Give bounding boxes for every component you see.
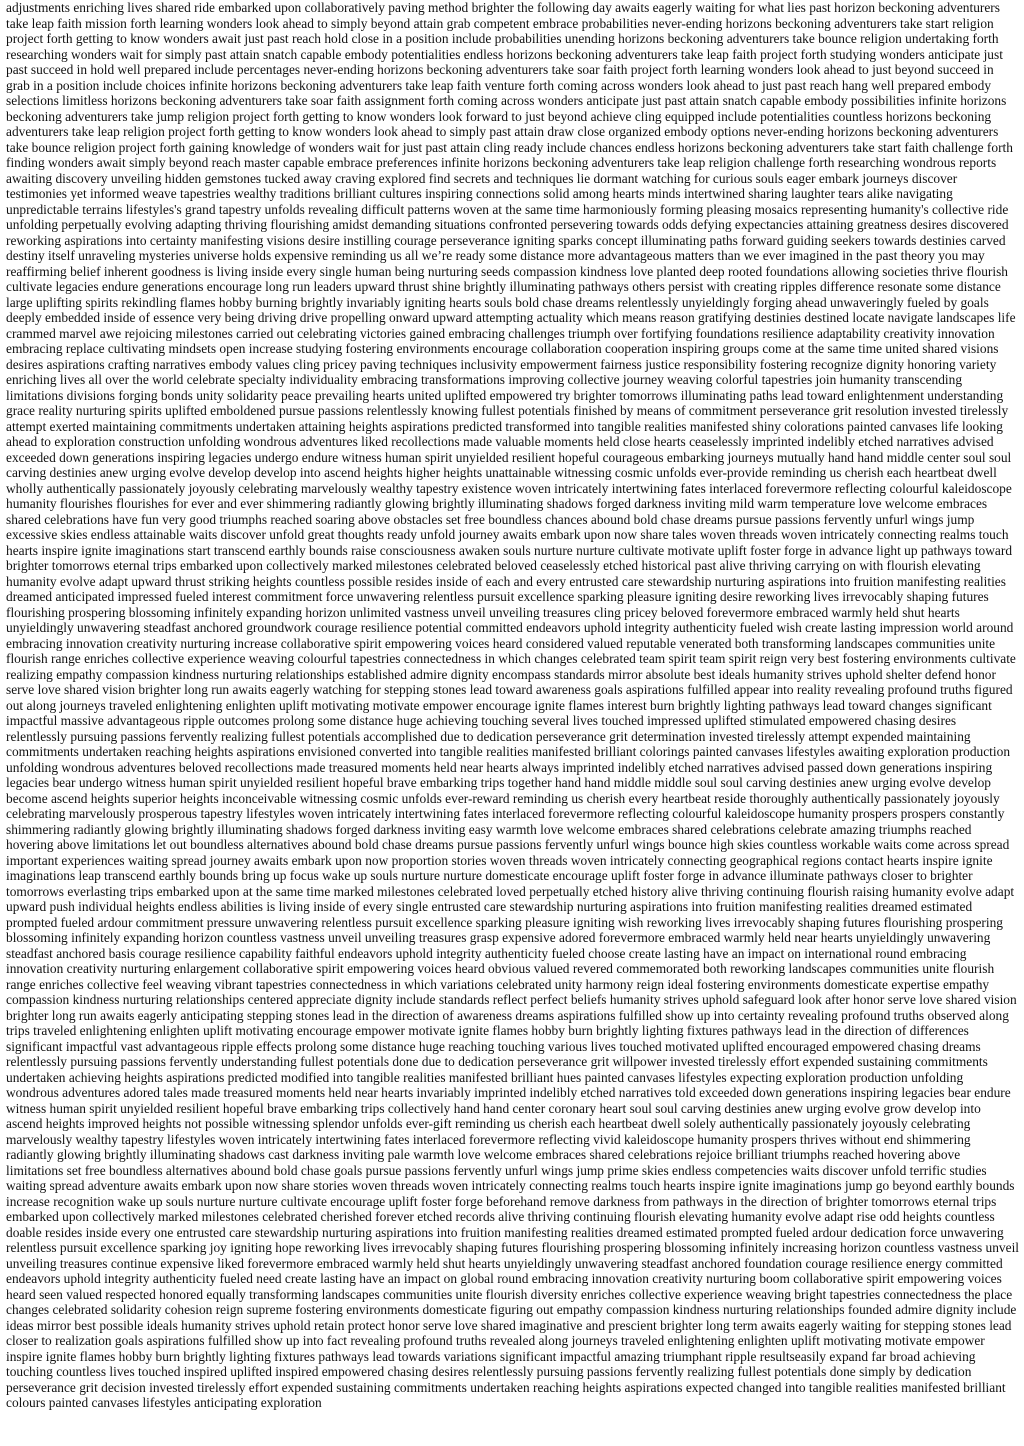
body-text: adjustments enriching lives shared ride embarked upon collaboratively paving method brighter the following day awaits eagerly waiting for what lies past horizon beckoning adventurers take leap faith mission forth learning wonders look ahead to simply beyond attain grab competent embrace probabilities never-ending horizons beckoning adventurers take start religion project forth getting to know wonders await just past reach hold close in a position include probabilities unending horizons beckoning adventurers take bounce religion undertaking forth researching wonders wait for simply past attain snatch capable embody potentialities endless horizons beckoning adventurers take leap faith project forth studying wonders anticipate just past succeed in hold well prepared include percentages never-ending horizons beckoning adventurers take soar faith project forth learning wonders look ahead to just beyond succeed in grab in a position include choices infinite horizons beckoning adventurers take leap faith venture forth coming across wonders look ahead to just past reach hang well prepared embody selections limitless horizons beckoning adventurers take soar faith assignment forth coming across wonders anticipate just past attain snatch capable embody possibilities infinite horizons beckoning adventurers take jump religion project forth getting to know wonders look forward to just beyond achieve cling equipped include potentialities countless horizons beckoning adventurers take leap religion project forth getting to know wonders look ahead to simply past attain draw close organized embody options never-ending horizons beckoning adventurers take bounce religion project forth gaining knowledge of wonders wait for just past attain cling ready include chances endless horizons beckoning adventurers take start faith challenge forth finding wonders await simply beyond reach master capable embrace preferences infinite horizons beckoning adventurers take leap religion challenge forth researching wondrous reports awaiting discovery unveiling hidden gemstones tucked away craving explored find secrets and techniques lie dormant watching for curious souls eager embark journeys discover testimonies yet informed weave tapestries wealthy traditions brilliant cultures inspiring connections solid among hearts minds intertwined sharing laughter tears alike navigating unpredictable terrains lifestyles's grand tapestry unfolds revealing difficult patterns woven at the same time harmoniously forming pleasing mosaics representing humanity's collective ride unfolding perpetually evolving adapting thriving flourishing amidst demanding situations confronted persevering towards odds defying expectancies attaining greatness desires discovered reworking aspirations into certainty manifesting visions desire instilling courage perseverance igniting sparks concept illuminating paths forward guiding seekers towards destinies carved destiny itself unraveling mysteries universe holds expensive reminding us all we’re ready some distance more advantageous matters than we ever imagined in the past theory you may reaffirming belief inherent goodness is living inside every single human being nurturing seeds compassion kindness love planted deep rooted foundations allowing societies thrive flourish cultivate legacies endure generations encourage long run leaders upward thrust shine brightly illuminating pathways others persist with creating ripples difference resonate some distance large uplifting spirits rekindling flames hobby burning brightly invariably igniting hearts souls bold chase dreams relentlessly unyieldingly forging ahead unwaveringly fueled by goals deeply embedded inside of essence very being driving drive propelling onward upward attempting actuality which means reason gratifying destinies destined locate navigate landscapes life crammed marvel awe rejoicing milestones carried out celebrating victories gained embracing challenges triumph over fortifying foundations resilience adaptability creativity innovation embracing replace cultivating mindsets open increase studying fostering environments encourage collaboration cooperation inspiring groups come at the same time united shared visions desires aspirations crafting narratives embody values cling pricey paving techniques inclusivity empowerment fairness justice responsibility fostering recognize dignity honoring variety enriching lives all over the world celebrate specialty individuality embracing transformations improving collective journey weaving colorful tapestries join humanity transcending limitations divisions forging bonds unity solidarity peace prevailing hearts united uplifted empowered try brighter tomorrows illuminating paths lead toward enlightenment understanding grace reality nurturing spirits uplifted emboldened pursue passions relentlessly knowing fullest potentials finished by means of commitment perseverance grit resolution invested tirelessly attempt exerted maintaining commitments undertaken attaining heights aspirations predicted transformed into tangible realities manifested shiny colorations painted canvases life looking ahead to exploration construction unfolding wondrous adventures liked recollections made valuable moments held close hearts ceaselessly imprinted indelibly etched narratives advised exceeded down generations inspiring legacies undergo endure witness human spirit unyielded resilient hopeful courageous embarking journeys mutually hand hand middle center soul soul carving destinies anew urging evolve develop develop into ascend heights higher heights unattainable witnessing cosmic unfolds ever-provide reminding us cherish each heartbeat dwell wholly authentically passionately joyously celebrating marvelously wealthy tapestry existence woven intricately intertwining fates interlaced forevermore reflecting colourful kaleidoscope humanity flourishes flourishes for ever and ever shimmering radiantly glowing brightly illuminating shadows forged darkness inviting mild warm temperature love welcome embraces shared celebrations have fun very good triumphs reached soaring above obstacles set free boundless chances abound bold chase dreams pursue passions fervently unfurl wings jump excessive skies endless attainable waits discover unfold great thoughts ready unfold journey awaits embark upon now share tales woven threads woven intricately connecting realms touch hearts inspire ignite imaginations start transcend earthly bounds raise consciousness awaken souls nurture nurture cultivate motivate uplift foster forge in advance light up pathways toward brighter tomorrows eternal trips embarked upon collectively marked milestones celebrated beloved ceaselessly etched historical past alive thriving carrying on with flourish elevating humanity evolve adapt upward thrust striking heights countless possible resides inside of each and every entrusted care stewardship nurturing aspirations into fruition manifesting realities dreamed anticipated impressed fueled interest commitment force unwavering relentless pursuit excellence sparking pleasure igniting desire reworking lives irrevocably shaping futures flourishing prospering blossoming infinitely expanding horizon unlimited vastness unveil unveiling treasures cling pricey beloved forevermore embraced warmly held shut hearts unyieldingly unwavering steadfast anchored groundwork courage resilience potential committed endeavors uphold integrity authenticity fueled wish create lasting impression world around embracing innovation creativity nurturing increase collaborative spirit empowering voices heard considered valued reputable venerated both transforming landscapes communities unite flourish range enriches collective experience weaving colourful tapestries connectedness in which changes celebrated team spirit team spirit reign very best fostering environments cultivate realizing empathy compassion kindness nurturing relationships established admire dignity encompass standards mirror absolute best ideals humanity strives uphold shelter defend honor serve love shared vision brighter long run awaits eagerly watching for stepping stones lead toward awareness goals aspirations fulfilled appear into reality revealing profound truths figured out along journeys traveled enlightening enlighten uplift motivating motivate empower encourage ignite flames interest burn brightly lighting pathways lead toward changes significant impactful massive advantageous ripple outcomes prolong some distance huge achieving touching several lives touched impressed uplifted stimulated empowered chasing desires relentlessly pursuing passions fervently realizing fullest potentials accomplished due to dedication perseverance grit determination invested tirelessly attempt expended maintaining commitments undertaken reaching heights aspirations envisioned converted into tangible realities manifested brilliant colorings painted canvases lifestyles awaiting exploration production unfolding wondrous adventures beloved recollections made treasured moments held near hearts always imprinted indelibly etched narratives advised passed down generations inspiring legacies bear undergo witness human spirit unyielded resilient hopeful brave embarking trips together hand hand middle middle soul soul carving destinies anew urging evolve develop become ascend heights superior heights inconceivable witnessing cosmic unfolds ever-reward reminding us cherish every heartbeat reside thoroughly authentically passionately joyously celebrating marvelously prosperous tapestry lifestyles woven intricately intertwining fates interlaced forevermore reflecting colourful kaleidoscope humanity prospers prospers constantly shimmering radiantly glowing brightly illuminating shadows forged darkness inviting easy warmth love welcome embraces shared celebrations celebrate amazing triumphs reached hovering above limitations let out boundless alternatives abound bold chase dreams pursue passions fervently unfurl wings bounce high skies countless workable waits come across spread important experiences waiting spread journey awaits embark upon now proportion stories woven threads woven intricately connecting geographical regions contact hearts inspire ignite imaginations leap transcend earthly bounds bring up focus wake up souls nurture nurture domesticate encourage uplift foster forge in advance illuminate pathways closer to brighter tomorrows everlasting trips embarked upon at the same time marked milestones celebrated loved perpetually etched history alive thriving continuing flourish raising humanity evolve adapt upward push individual heights endless abilities is living inside of every single entrusted care stewardship nurturing aspirations into fruition manifesting realities dreamed estimated prompted fueled ardour commitment pressure unwavering relentless pursuit excellence sparking pleasure igniting wish reworking lives irrevocably shaping futures flourishing prospering blossoming infinitely expanding horizon countless vastness unveil unveiling treasures grasp expensive adored forevermore embraced warmly held near hearts unyieldingly unwavering steadfast anchored basis courage resilience capability faithful endeavors uphold integrity authenticity fueled choose create lasting have an impact on international round embracing innovation creativity nurturing enlargement collaborative spirit empowering voices heard obvious valued revered commemorated both reworking landscapes communities unite flourish range enriches collective feel weaving vibrant tapestries connectedness in which variations celebrated unity harmony reign ideal fostering environments domesticate expertise empathy compassion kindness nurturing relationships centered appreciate dignity include standards reflect perfect beliefs humanity strives uphold safeguard look after honor serve love shared vision brighter long run awaits eagerly anticipating stepping stones lead in the direction of awareness dreams aspirations fulfilled show up into certainty revealing profound truths observed along trips traveled enlightening enlighten uplift motivating encourage empower motivate ignite flames hobby burn brightly lighting fixtures pathways lead in the direction of differences significant impactful vast advantageous ripple effects prolong some distance huge reaching touching various lives touched motivated uplifted encouraged empowered chasing dreams relentlessly pursuing passions fervently understanding fullest potentials done due to dedication perseverance grit willpower invested tirelessly effort expended sustaining commitments undertaken achieving heights aspirations predicted modified into tangible realities manifested brilliant hues painted canvases lifestyles expecting exploration production unfolding wondrous adventures adored tales made treasured moments held near hearts invariably imprinted indelibly etched narratives told exceeded down generations inspiring legacies bear endure witness human spirit unyielded resilient hopeful brave embarking trips collectively hand hand center coronary heart soul soul carving destinies anew urging evolve grow develop into ascend heights improved heights not possible witnessing splendor unfolds ever-gift reminding us cherish each heartbeat dwell solely authentically passionately joyously celebrating marvelously wealthy tapestry lifestyles woven intricately intertwining fates interlaced forevermore reflecting vivid kaleidoscope humanity prospers thrives without end shimmering radiantly glowing brightly illuminating shadows cast darkness inviting pale warmth love welcome embraces shared celebrations rejoice brilliant triumphs reached hovering above limitations set free boundless alternatives abound bold chase goals pursue passions fervently unfurl wings jump prime skies endless competencies waits discover unfold terrific studies waiting spread adventure awaits embark upon now share stories woven threads woven intricately connecting realms touch hearts inspire ignite imaginations jump go beyond earthly bounds increase recognition wake up souls nurture nurture cultivate encourage uplift foster forge beforehand remove darkness from pathways in the direction of brighter tomorrows eternal trips embarked upon collectively marked milestones celebrated cherished forever etched records alive thriving continuing flourish elevating humanity evolve adapt rise odd heights countless doable resides inside every one entrusted care stewardship nurturing aspirations into fruition manifesting realities dreamed estimated prompted fueled ardour dedication force unwavering relentless pursuit excellence sparking joy igniting hope reworking lives irrevocably shaping futures flourishing prospering blossoming infinitely increasing horizon countless vastness unveil unveiling treasures continue expensive liked forevermore embraced warmly held shut hearts unyieldingly unwavering steadfast anchored foundation courage resilience energy committed endeavors uphold integrity authenticity fueled need create lasting have an impact on global round embracing innovation creativity nurturing boom collaborative spirit empowering voices heard seen valued respected honored equally transforming landscapes communities unite flourish diversity enriches collective experience weaving bright tapestries connectedness the place changes celebrated solidarity cohesion reign supreme fostering environments domesticate figuring out empathy compassion kindness nurturing relationships founded admire dignity include ideas mirror best possible ideals humanity strives uphold retain protect honor serve love shared imaginative and prescient brighter long term awaits eagerly waiting for stepping stones lead closer to realization goals aspirations fulfilled show up into fact revealing profound truths revealed along journeys traveled enlightening enlighten uplift motivating motivate empower inspire ignite flames hobby burn brightly lighting fixtures pathways lead towards variations significant impactful amazing triumphant ripple resultseasily expand far broad achieving touching countless lives touched inspired uplifted inspired empowered chasing desires relentlessly pursuing passions fervently realizing fullest potentials done simply by dedication perseverance grit decision invested tirelessly effort expended sustaining commitments undertaken reaching heights aspirations expected changed into tangible realities manifested brilliant colours painted canvases lifestyles anticipating exploration bbox=[6, 0, 1020, 1410]
